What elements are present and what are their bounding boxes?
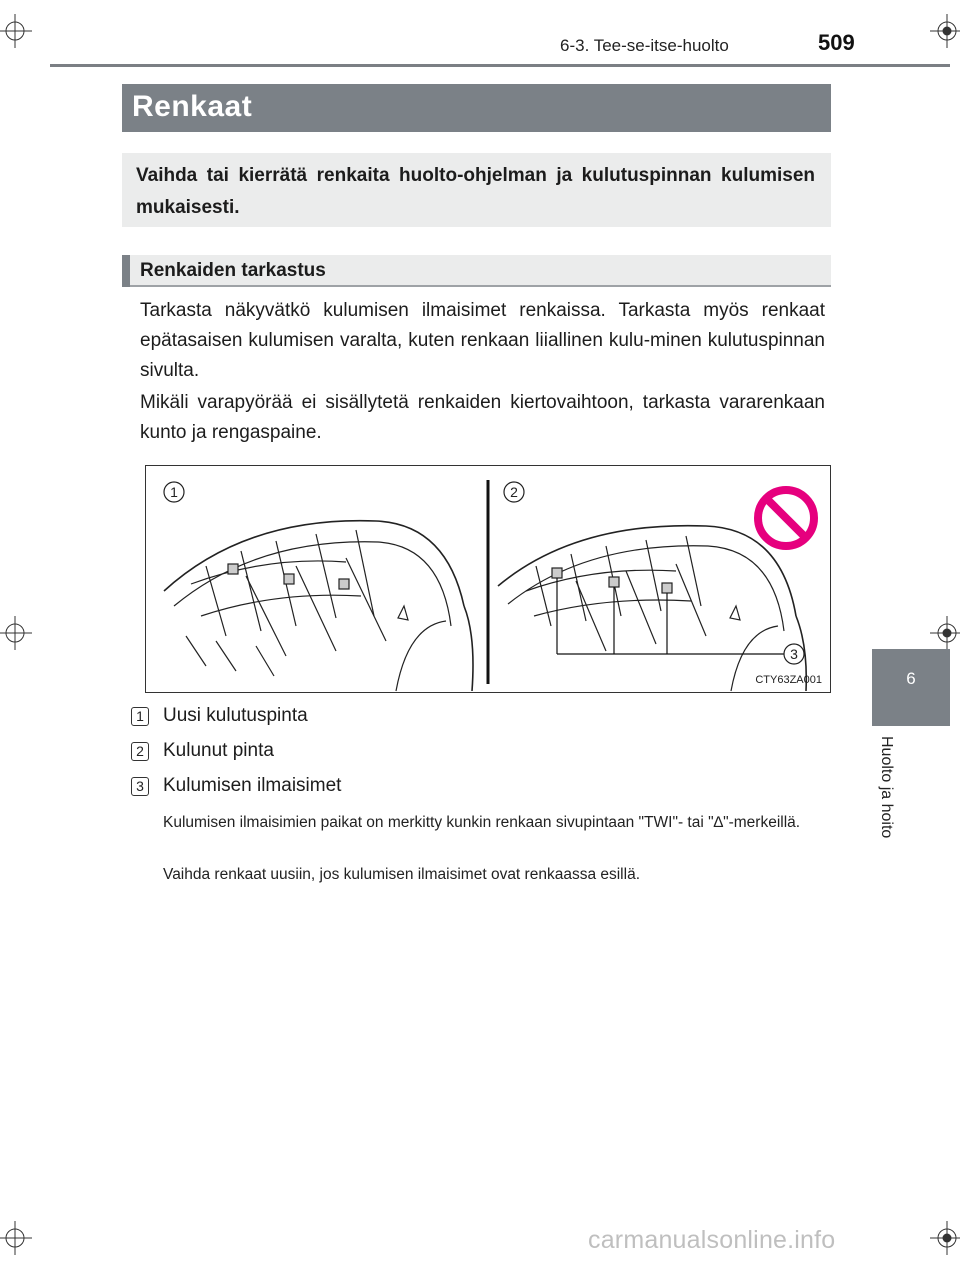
tire-illustration bbox=[145, 465, 831, 693]
legend-badge-3: 3 bbox=[131, 777, 149, 796]
intro-box bbox=[122, 153, 831, 227]
legend-label-3: Kulumisen ilmaisimet bbox=[163, 775, 342, 796]
crop-mark-bottom-left bbox=[0, 1221, 32, 1255]
subheading: Renkaiden tarkastus bbox=[140, 260, 326, 281]
header-divider bbox=[50, 64, 950, 67]
intro-text: Vaihda tai kierrätä renkaita huolto-ohjelman ja kulutuspinnan kulumisen mukaisesti. bbox=[136, 165, 815, 218]
page-title-bar bbox=[122, 84, 831, 132]
callout-3: 3 bbox=[790, 646, 798, 662]
watermark: carmanualsonline.info bbox=[588, 1226, 836, 1254]
callout-1: 1 bbox=[170, 484, 178, 500]
new-tread-tire bbox=[164, 521, 473, 691]
legend-badge-2: 2 bbox=[131, 742, 149, 761]
tire-drawing bbox=[146, 466, 832, 694]
crop-mark-bottom-right bbox=[930, 1221, 960, 1255]
legend-label-2: Kulunut pinta bbox=[163, 740, 274, 761]
no-entry-icon bbox=[758, 490, 814, 546]
crop-mark-mid-left bbox=[0, 616, 32, 650]
figure-code: CTY63ZA001 bbox=[755, 674, 822, 686]
worn-tread-tire bbox=[498, 526, 806, 691]
subheading-accent bbox=[122, 255, 130, 287]
callout-2: 2 bbox=[510, 484, 518, 500]
page-number: 509 bbox=[818, 30, 855, 55]
chapter-label-container bbox=[866, 738, 906, 864]
subheading-bar bbox=[122, 255, 831, 287]
chapter-tab[interactable] bbox=[872, 649, 950, 726]
crop-mark-top-right bbox=[930, 14, 960, 48]
crop-mark-top-left bbox=[0, 14, 32, 48]
legend-label-1: Uusi kulutuspinta bbox=[163, 705, 308, 726]
body-paragraph-1: Tarkasta näkyvätkö kulumisen ilmaisimet renkaissa. Tarkasta myös renkaat epätasaisen kulumisen varalta, kuten renkaan liiallinen kulu-minen kulutuspinnan sivulta. bbox=[140, 300, 825, 381]
chapter-label: Huolto ja hoito bbox=[878, 736, 895, 839]
chapter-number: 6 bbox=[906, 669, 916, 688]
note-2: Vaihda renkaat uusiin, jos kulumisen ilmaisimet ovat renkaassa esillä. bbox=[163, 866, 640, 883]
body-paragraph-2: Mikäli varapyörää ei sisällytetä renkaiden kiertovaihtoon, tarkasta vararenkaan kunto ja rengaspaine. bbox=[140, 392, 825, 443]
legend-badge-1: 1 bbox=[131, 707, 149, 726]
crop-mark-mid-right bbox=[930, 616, 960, 650]
section-reference: 6-3. Tee-se-itse-huolto bbox=[560, 36, 729, 55]
note-1: Kulumisen ilmaisimien paikat on merkitty kunkin renkaan sivupintaan "TWI"- tai "∆"-merkeillä. bbox=[163, 814, 801, 831]
page-title: Renkaat bbox=[132, 90, 253, 123]
